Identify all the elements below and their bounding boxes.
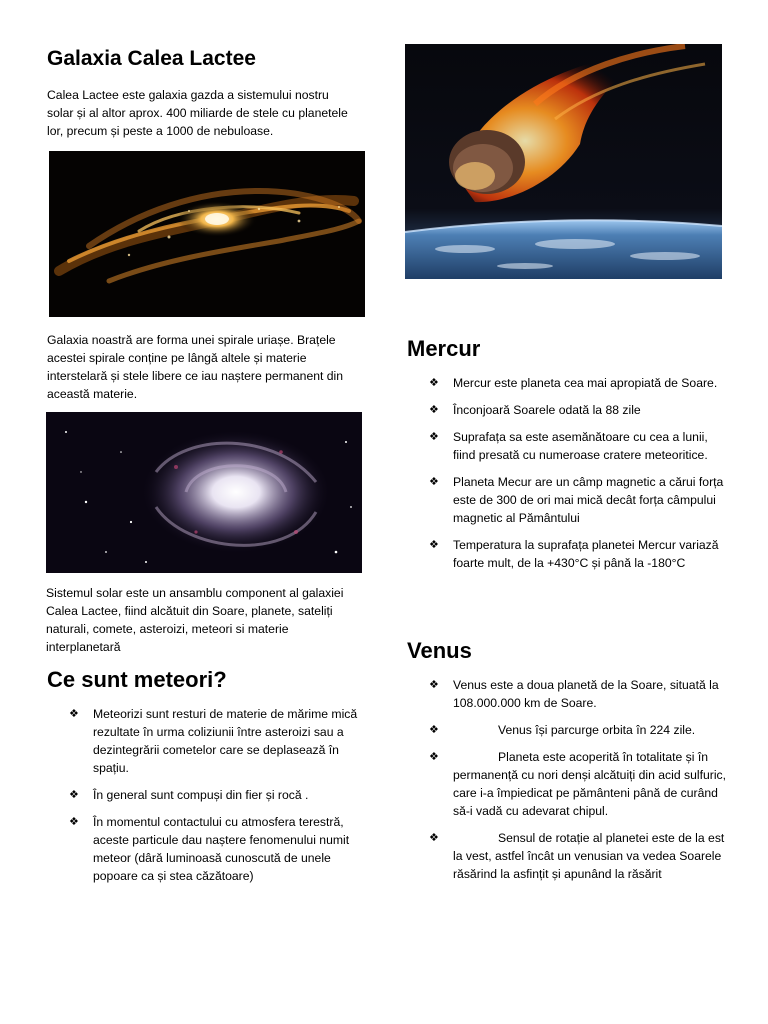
- intro-paragraph: Calea Lactee este galaxia gazda a sistemului nostru solar și al altor aprox. 400 miliarde de stele cu planetele lor, precum și peste a 1000 de nebuloase.: [47, 88, 348, 138]
- venus-heading: Venus: [407, 638, 472, 663]
- mercur-heading: Mercur: [407, 336, 481, 361]
- list-item: ❖ Mercur este planeta cea mai apropiată de Soare.: [429, 376, 718, 390]
- diamond-bullet-icon: ❖: [429, 430, 439, 443]
- list-item: ❖ Venus își parcurge orbita în 224 zile.: [429, 723, 696, 737]
- spiral-paragraph: Galaxia noastră are forma unei spirale uriașe. Brațele acestei spirale conține pe lângă altele și materie interstelară și stele libere ce iau naștere permanent din această materie.: [47, 333, 344, 401]
- diamond-bullet-icon: ❖: [429, 538, 439, 551]
- list-item: ❖ Sensul de rotație al planetei este de la est la vest, astfel încât un venusian va vedea Soarele răsărind la asfințit și apunând la răsărit: [429, 831, 725, 881]
- mercur-list: [429, 374, 729, 581]
- spiral-galaxy-starfield-image: [46, 412, 362, 573]
- diamond-bullet-icon: ❖: [69, 788, 79, 801]
- list-item: ❖ Înconjoară Soarele odată la 88 zile: [429, 403, 641, 417]
- list-item: ❖ Planeta este acoperită în totalitate și în permanență cu nori denși alcătuiți din acid sulfuric, care i-a împiedicat pe pământeni până de curând să-i vadă cu adevarat chipul.: [429, 750, 727, 818]
- diamond-bullet-icon: ❖: [429, 678, 439, 691]
- galaxy-spiral-image: [49, 151, 365, 317]
- list-item: ❖ În general sunt compuși din fier și rocă .: [69, 788, 309, 802]
- list-item: ❖ În momentul contactului cu atmosfera terestră, aceste particule dau naștere fenomenului numit meteor (dâră luminoasă cunoscută de unele popoare ca și stea căzătoare): [69, 815, 350, 883]
- diamond-bullet-icon: ❖: [69, 815, 79, 828]
- page-title: Galaxia Calea Lactee: [47, 47, 256, 70]
- solar-system-paragraph: Sistemul solar este un ansamblu component al galaxiei Calea Lactee, fiind alcătuit din Soare, planete, sateliți naturali, comete, asteroizi, meteori si materie interplanetară: [46, 586, 344, 654]
- meteors-heading: Ce sunt meteori?: [47, 667, 227, 692]
- diamond-bullet-icon: ❖: [429, 376, 439, 389]
- diamond-bullet-icon: ❖: [69, 707, 79, 720]
- diamond-bullet-icon: ❖: [429, 750, 439, 763]
- meteors-list: [69, 705, 363, 894]
- venus-list: [429, 676, 729, 892]
- diamond-bullet-icon: ❖: [429, 723, 439, 736]
- list-item: ❖ Temperatura la suprafața planetei Mercur variază foarte mult, de la +430°C și până la -180°C: [429, 538, 719, 570]
- list-item: ❖ Planeta Mecur are un câmp magnetic a cărui forța este de 300 de ori mai mică decât forța câmpului magnetic al Pământului: [429, 475, 724, 525]
- diamond-bullet-icon: ❖: [429, 403, 439, 416]
- diamond-bullet-icon: ❖: [429, 831, 439, 844]
- list-item: ❖ Suprafața sa este asemănătoare cu cea a lunii, fiind presată cu numeroase cratere meteoritice.: [429, 430, 708, 462]
- diamond-bullet-icon: ❖: [429, 475, 439, 488]
- list-item: ❖ Meteorizi sunt resturi de materie de mărime mică rezultate în urma coliziunii între asteroizi sau a dezintegrării cometelor care se deplasează în spațiu.: [69, 707, 358, 775]
- burning-meteor-over-earth-image: [405, 44, 722, 279]
- list-item: ❖ Venus este a doua planetă de la Soare, situată la 108.000.000 km de Soare.: [429, 678, 719, 710]
